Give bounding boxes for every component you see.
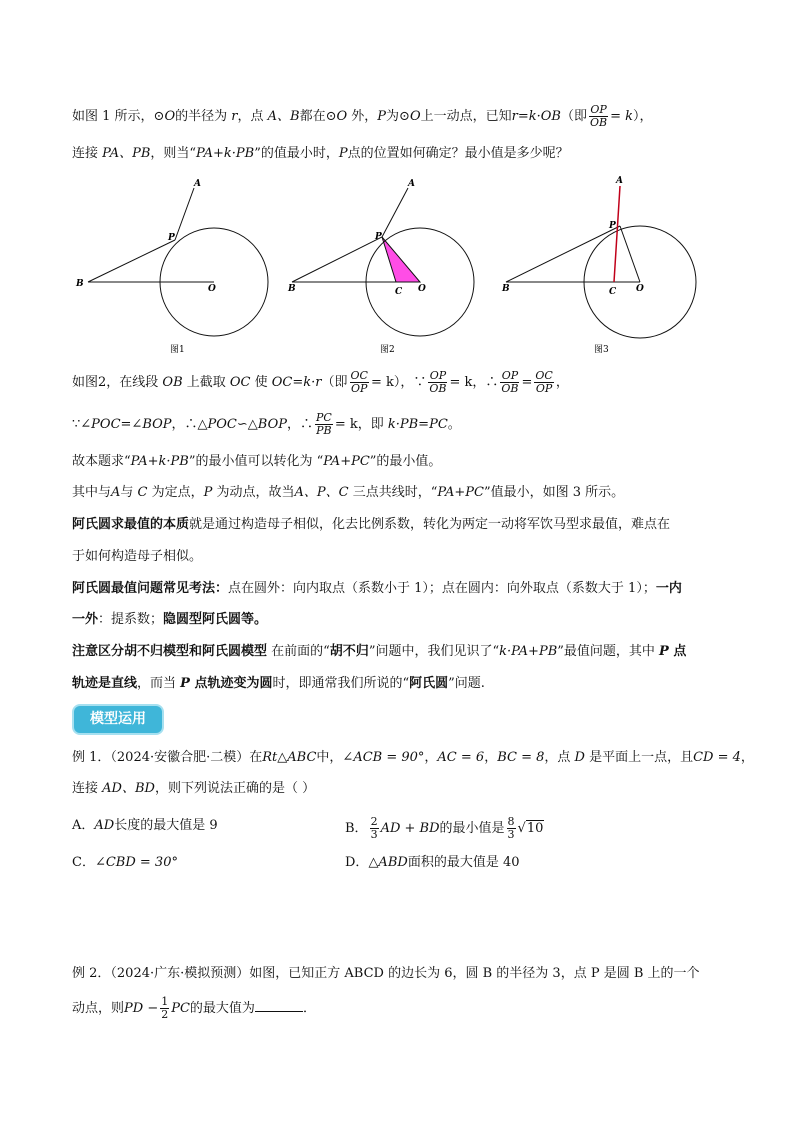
fig3-label-b: B xyxy=(502,284,510,294)
section-badge-model-usage: 模型运用 xyxy=(74,706,162,733)
example-1-option-d: D．△ABD面积的最大值是 40 xyxy=(345,855,520,870)
fig3-label-a: A xyxy=(616,176,623,186)
example-1-line-2: 连接 AD、BD，则下列说法正确的是（ ） xyxy=(72,781,316,796)
example-1-option-b: B． $\frac{2}{3}$ AD + BD的最小值是 $\frac{8}{3}$ √10 xyxy=(345,815,544,841)
answer-blank[interactable] xyxy=(255,997,303,1012)
para-2: 如图2，在线段 OB 上截取 OC 使 OC=k·r（即 $\frac{OC}{OP}$ = k），∵ $\frac{OP}{OB}$ = k，∴ $\frac{OP}{OB}$ = $\frac{OC}{OP}$ ， xyxy=(72,369,569,395)
fig2-shaded-triangle xyxy=(382,237,420,282)
fig1-caption: 图1 xyxy=(170,345,185,355)
figure-3 xyxy=(506,226,696,338)
para-6-line-1: 阿氏圆求最值的本质就是通过构造母子相似，化去比例系数，转化为两定一动将军饮马型求最值，难点在 xyxy=(72,517,671,532)
fig2-label-a: A xyxy=(408,179,415,189)
fig3-label-p: P xyxy=(609,221,616,231)
figure-2 xyxy=(292,188,474,336)
fraction-op-ob: $\frac{OP}{OB}$ xyxy=(589,103,608,129)
para-4: 故本题求“PA+k·PB”的最小值可以转化为 “PA+PC”的最小值。 xyxy=(72,454,442,469)
fig1-label-a: A xyxy=(194,179,201,189)
example-1-option-a: A．AD长度的最大值是 9 xyxy=(72,818,218,833)
fig3-caption: 图3 xyxy=(594,345,609,355)
fig2-label-p: P xyxy=(375,232,382,242)
para-8-line-1: 注意区分胡不归模型和阿氏圆模型 在前面的“胡不归”问题中，我们见识了“k·PA+PB”最值问题，其中 P 点 xyxy=(72,644,687,659)
fig1-label-p: P xyxy=(168,233,175,243)
figures-group xyxy=(60,170,750,360)
figure-1 xyxy=(88,188,268,336)
fig1-label-b: B xyxy=(76,279,84,289)
fig3-label-o: O xyxy=(636,284,644,294)
intro-line-1: 如图 1 所示，⊙O的半径为 r，点 A、B都在⊙O 外，P为⊙O上一动点，已知r=k·OB（即 $\frac{OP}{OB}$ = k）， xyxy=(72,103,653,129)
para-6-line-2: 于如何构造母子相似。 xyxy=(72,549,203,564)
intro-line-2: 连接 PA、PB，则当“PA+k·PB”的值最小时，P点的位置如何确定？最小值是多少呢？ xyxy=(72,146,569,161)
para-3: ∵∠POC=∠BOP，∴△POC∽△BOP，∴ $\frac{PC}{PB}$ = k，即 k·PB=PC。 xyxy=(72,411,461,437)
para-8-line-2: 轨迹是直线，而当 P 点轨迹变为圆时，即通常我们所说的“阿氏圆”问题. xyxy=(72,676,485,691)
para-5: 其中与A与 C 为定点，P 为动点，故当A、P、C 三点共线时，“PA+PC”值最小，如图 3 所示。 xyxy=(72,485,625,500)
example-2-line-2: 动点，则PD − $\frac{1}{2}$ PC的最大值为 ． xyxy=(72,995,316,1021)
fig2-caption: 图2 xyxy=(380,345,395,355)
example-1-line-1: 例 1．（2024·安徽合肥·二模）在Rt△ABC中，∠ACB = 90°，AC = 6，BC = 8，点 D 是平面上一点，且CD = 4， xyxy=(72,750,754,765)
example-2-line-1: 例 2．（2024·广东·模拟预测）如图，已知正方 ABCD 的边长为 6，圆 B 的半径为 3，点 P 是圆 B 上的一个 xyxy=(72,966,700,981)
fig2-label-o: O xyxy=(418,284,426,294)
para-7-line-1: 阿氏圆最值问题常见考法：点在圆外：向内取点（系数小于 1）；点在圆内：向外取点（系数大于 1）；一内 xyxy=(72,581,682,596)
fig3-red-line xyxy=(614,186,620,282)
para-7-line-2: 一外：提系数；隐圆型阿氏圆等。 xyxy=(72,612,268,627)
fig2-label-c: C xyxy=(395,287,403,297)
fig1-label-o: O xyxy=(208,284,216,294)
example-1-option-c: C．∠CBD = 30° xyxy=(72,855,178,870)
fig3-label-c: C xyxy=(609,287,617,297)
fig2-label-b: B xyxy=(288,284,296,294)
